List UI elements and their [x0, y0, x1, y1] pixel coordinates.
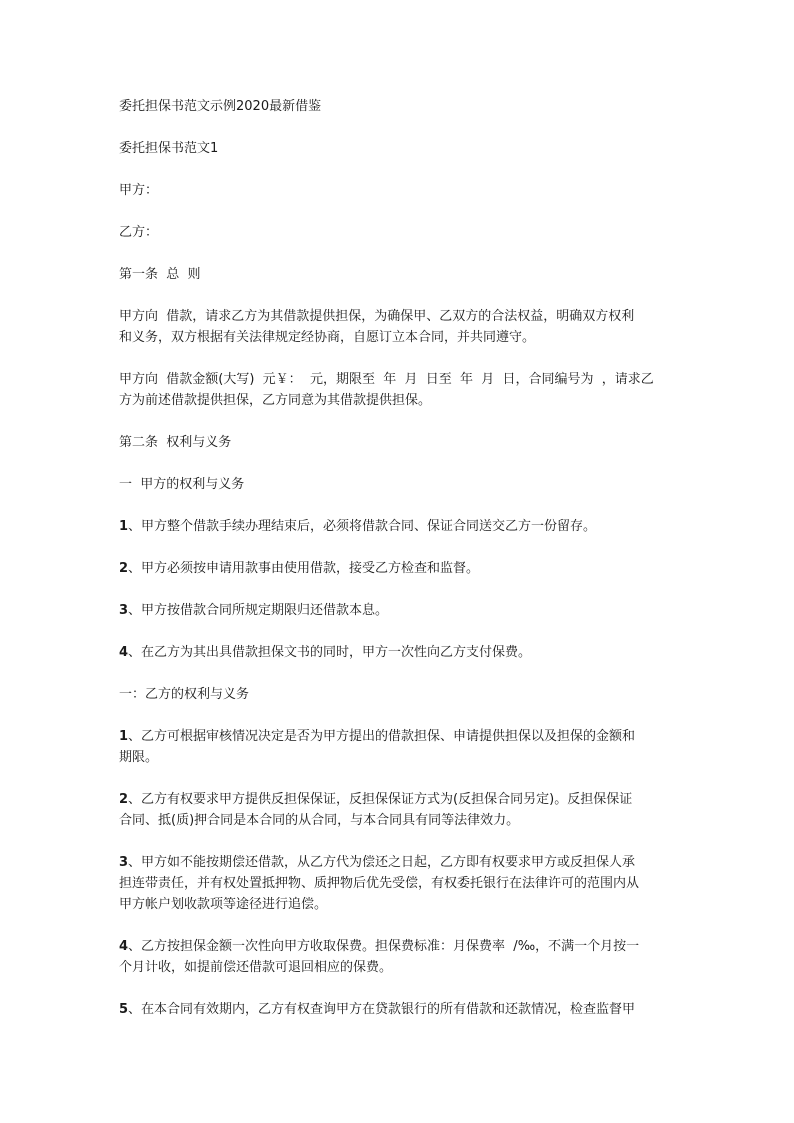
item-text: 、甲方整个借款手续办理结束后，必须将借款合同、保证合同送交乙方一份留存。	[128, 519, 597, 534]
item-line: 担连带责任，并有权处置抵押物、质押物后优先受偿，有权委托银行在法律许可的范围内从	[119, 876, 640, 891]
item-text: 、甲方如不能按期偿还借款，从乙方代为偿还之日起，乙方即有权要求甲方或反担保人承	[128, 855, 636, 870]
item-line: 个月计收，如提前偿还借款可退回相应的保费。	[119, 960, 393, 975]
item-text: 、乙方可根据审核情况决定是否为甲方提出的借款担保、申请提供担保以及担保的金额和	[128, 729, 636, 744]
article-1-paragraph-1	[119, 306, 679, 348]
list-item	[119, 558, 679, 579]
item-text: 、在乙方为其出具借款担保文书的同时，甲方一次性向乙方支付保费。	[128, 645, 532, 660]
item-text: 、在本合同有效期内，乙方有权查询甲方在贷款银行的所有借款和还款情况，检查监督甲	[128, 1002, 636, 1017]
list-item	[119, 789, 679, 831]
article-2-heading: 第二条 权利与义务	[119, 435, 232, 450]
document-title: 委托担保书范文示例2020最新借鉴	[119, 99, 322, 114]
section-a-heading: 一 甲方的权利与义务	[119, 477, 245, 492]
paragraph-line: 甲方向 借款金额(大写) 元￥： 元，期限至 年 月 日至 年 月 日，合同编号为 ，请求乙	[119, 372, 654, 387]
item-line	[119, 852, 679, 873]
item-text: 、乙方按担保金额一次性向甲方收取保费。担保费标准：月保费率 /‰，不满一个月按一	[128, 939, 640, 954]
list-item	[119, 600, 679, 621]
section-b-heading: 一：乙方的权利与义务	[119, 687, 250, 702]
paragraph-line: 和义务，双方根据有关法律规定经协商，自愿订立本合同，并共同遵守。	[119, 330, 536, 345]
item-number: 5	[119, 1002, 129, 1017]
list-item	[119, 516, 679, 537]
item-number: 3	[119, 603, 129, 618]
item-line: 甲方帐户划收款项等途径进行追偿。	[119, 897, 328, 912]
party-b-label: 乙方：	[119, 225, 159, 240]
item-line	[119, 999, 679, 1020]
item-text: 、甲方必须按申请用款事由使用借款，接受乙方检查和监督。	[128, 561, 480, 576]
item-line	[119, 726, 679, 747]
item-text: 、甲方按借款合同所规定期限归还借款本息。	[128, 603, 389, 618]
item-number: 3	[119, 855, 129, 870]
item-number: 4	[119, 645, 129, 660]
paragraph-line: 甲方向 借款，请求乙方为其借款提供担保，为确保甲、乙双方的合法权益，明确双方权利	[119, 309, 635, 324]
paragraph-line: 方为前述借款提供担保，乙方同意为其借款提供担保。	[119, 393, 432, 408]
item-number: 2	[119, 792, 129, 807]
list-item	[119, 726, 679, 768]
item-line: 合同、抵(质)押合同是本合同的从合同，与本合同具有同等法律效力。	[119, 813, 520, 828]
item-text: 、乙方有权要求甲方提供反担保保证，反担保保证方式为(反担保合同另定)。反担保保证	[128, 792, 633, 807]
list-item	[119, 936, 679, 978]
item-line	[119, 789, 679, 810]
party-a-label: 甲方：	[119, 183, 159, 198]
item-number: 1	[119, 519, 129, 534]
list-item	[119, 642, 679, 663]
list-item	[119, 999, 679, 1020]
item-number: 2	[119, 561, 129, 576]
article-1-paragraph-2	[119, 369, 679, 411]
document-body	[119, 96, 679, 1041]
document-subtitle: 委托担保书范文1	[119, 141, 219, 156]
item-number: 4	[119, 939, 129, 954]
article-1-heading: 第一条 总 则	[119, 267, 201, 282]
item-line	[119, 936, 679, 957]
list-item	[119, 852, 679, 915]
item-line: 期限。	[119, 750, 159, 765]
item-number: 1	[119, 729, 129, 744]
